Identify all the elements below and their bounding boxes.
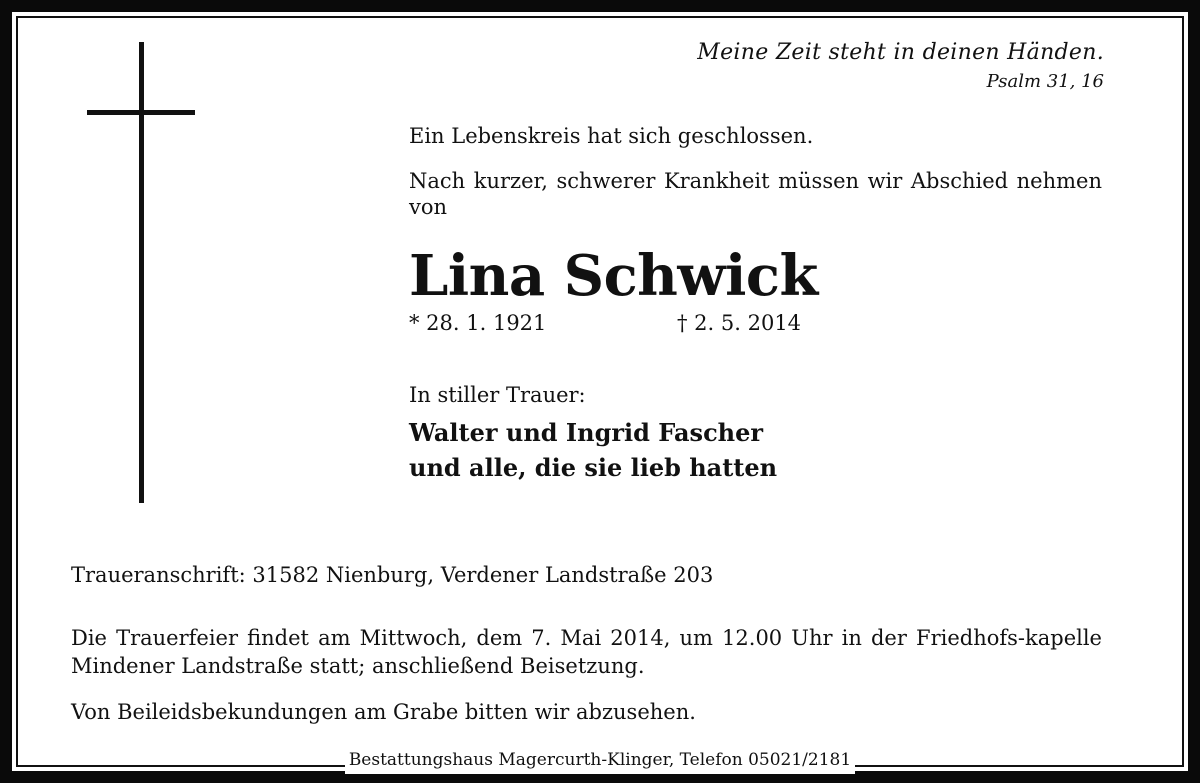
mourners-label: In stiller Trauer:	[409, 383, 586, 407]
quote-text: Meine Zeit steht in deinen Händen.	[697, 40, 1104, 65]
cross-horizontal-bar	[87, 110, 195, 115]
farewell-text: Nach kurzer, schwerer Krankheit müssen wir Abschied nehmen von	[409, 169, 1102, 219]
mourners-line-2: und alle, die sie lieb hatten	[409, 453, 778, 482]
condolences-note: Von Beileidsbekundungen am Grabe bitten wir abzusehen.	[71, 700, 696, 724]
intro-line: Ein Lebenskreis hat sich geschlossen.	[409, 124, 814, 148]
mourners-names	[409, 415, 777, 485]
funeral-home-footer	[0, 746, 1200, 774]
death-date: † 2. 5. 2014	[677, 311, 802, 335]
quote-source: Psalm 31, 16	[986, 71, 1104, 92]
mourners-line-1: Walter und Ingrid Fascher	[409, 418, 764, 447]
deceased-name: Lina Schwick	[409, 243, 818, 309]
birth-date: * 28. 1. 1921	[409, 311, 547, 335]
mourning-address: Traueranschrift: 31582 Nienburg, Verdener Landstraße 203	[71, 563, 714, 587]
bible-quote	[697, 40, 1104, 92]
funeral-home-text: Bestattungshaus Magercurth-Klinger, Telefon 05021/2181	[345, 746, 855, 774]
funeral-details: Die Trauerfeier findet am Mittwoch, dem 7. Mai 2014, um 12.00 Uhr in der Friedhofs-kapelle Mindener Landstraße statt; anschließend Beisetzung.	[71, 626, 1102, 678]
